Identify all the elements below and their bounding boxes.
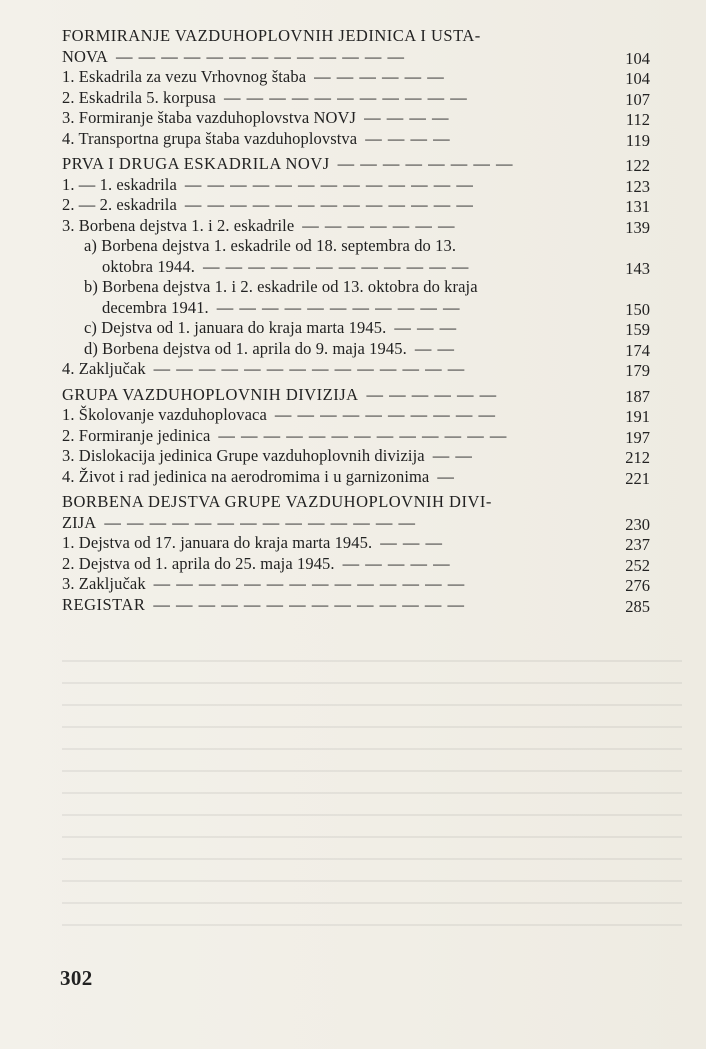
toc-leader: — — — [394,318,458,337]
toc-leader: — — — — — — — — — — — — — — [153,359,466,378]
toc-page-number: 122 [625,156,650,175]
toc-section [62,26,652,149]
toc-entry [62,467,652,488]
toc-leader: — — — — — — — — — — — — [202,256,470,276]
toc-entry [62,129,652,150]
toc-leader: — [437,466,455,486]
toc-entry [62,47,652,68]
toc-entry [62,359,652,380]
toc-page-number: 159 [625,320,650,339]
toc-entry [62,175,652,196]
toc-entry [62,277,652,298]
toc-entry [62,236,652,257]
toc-leader: — — — — — — — — — — — — — — [104,512,416,532]
page-number: 302 [60,966,93,990]
toc-entry [62,67,652,88]
toc-leader: — — — — — — — — — — — [216,297,461,317]
toc-entry-title: 3. Dislokacija jedinica Grupe vazduhoplovnih divizija [62,446,425,465]
toc-entry [62,88,652,109]
toc-leader: — — — [380,533,443,552]
toc-heading [62,26,652,47]
toc-entry-title: 2. — 2. eskadrila [62,195,177,214]
toc-entry [62,318,652,339]
toc-leader: — — — — — — — — — — — — — [218,425,508,445]
toc-leader: — — — — — — — — — — — — — — [153,594,465,614]
toc-page-number: 174 [625,340,650,360]
toc-section [62,154,652,380]
toc-leader: — — — — — — — — — — — [223,87,468,107]
toc-entry-title: 4. Zaključak [62,359,146,378]
toc-entry-title: 2. Eskadrila 5. korpusa [62,87,216,107]
toc-entry [62,298,652,319]
toc-entry-title: 4. Život i rad jedinica na aerodromima i u garnizonima [62,466,430,486]
toc-entry-title: 3. Borbena dejstva 1. i 2. eskadrile [62,215,295,235]
toc-page-number: 104 [625,69,650,88]
toc-heading [62,595,652,616]
toc-page-number: 212 [625,448,650,467]
toc-entry [62,554,652,575]
toc-entry-title: 2. Formiranje jedinica [62,425,211,445]
toc-entry-title: 4. Transportna grupa štaba vazduhoplovstva [62,128,358,148]
toc-heading [62,492,652,513]
toc-entry-title: 1. — 1. eskadrila [62,174,177,194]
toc-page-number: 143 [625,258,650,278]
toc-page-number: 221 [625,468,650,488]
toc-leader: — — [432,446,473,465]
toc-entry-title: 1. Školovanje vazduhoplovaca [62,405,267,424]
toc-section [62,385,652,488]
toc-entry-title: d) Borbena dejstva od 1. aprila do 9. maja 1945. [84,338,407,358]
toc-entry-title: 1. Dejstva od 17. januara do kraja marta 1945. [62,533,373,552]
toc-heading [62,154,652,175]
toc-entry-title: GRUPA VAZDUHOPLOVNIH DIVIZIJA [62,384,359,404]
toc-page-number: 123 [625,176,650,196]
toc-leader: — — [414,338,455,358]
toc-entry-title: c) Dejstva od 1. januara do kraja marta 1945. [84,318,387,337]
toc-leader: — — — — — — — — — — — — — [184,195,474,214]
toc-entry-title: oktobra 1944. [102,256,195,276]
toc-entry [62,257,652,278]
toc-page-number: 237 [625,535,650,554]
toc-page-number: 197 [625,427,650,447]
toc-page-number: 252 [625,555,650,575]
toc-entry [62,446,652,467]
toc-entry [62,405,652,426]
toc-entry [62,533,652,554]
toc-entry-title: BORBENA DEJSTVA GRUPE VAZDUHOPLOVNIH DIVI- [62,492,492,511]
toc-page-number: 112 [625,110,650,129]
toc-page-number: 191 [625,407,650,426]
toc-leader: — — — — — — — — — — [274,405,496,424]
toc-entry-title: 1. Eskadrila za vezu Vrhovnog štaba [62,67,307,86]
toc-entry-title: 3. Zaključak [62,574,146,593]
toc-page-number: 139 [625,217,650,237]
toc-entry-title: FORMIRANJE VAZDUHOPLOVNIH JEDINICA I USTA- [62,26,481,45]
toc-leader: — — — — — — — [302,215,456,235]
toc-heading [62,385,652,406]
toc-page-number: 285 [625,596,650,616]
toc-page-number: 179 [625,361,650,380]
toc-page-number: 230 [625,514,650,534]
toc-section [62,492,652,615]
toc-leader: — — — — [364,108,450,127]
toc-entry [62,513,652,534]
toc-entry [62,339,652,360]
toc-entry-title: a) Borbena dejstva 1. eskadrile od 18. septembra do 13. [84,236,457,255]
toc-entry [62,108,652,129]
toc-page-number: 107 [625,89,650,109]
toc-leader: — — — — — [342,553,451,573]
toc-page-number: 187 [625,386,650,406]
toc-leader: — — — — — — — — — — — — — [115,46,405,66]
toc-page-number: 276 [625,576,650,595]
toc-leader: — — — — — — — — — — — — — [184,174,474,194]
toc-leader: — — — — [365,128,451,148]
toc-entry-title: decembra 1941. [102,297,209,317]
table-of-contents [62,26,652,620]
toc-entry [62,574,652,595]
toc-page-number: 131 [625,197,650,216]
toc-page-number: 119 [625,130,650,150]
toc-entry-title: 3. Formiranje štaba vazduhoplovstva NOVJ [62,108,357,127]
toc-entry [62,195,652,216]
toc-entry-title: NOVA [62,46,108,66]
toc-leader: — — — — — — [366,384,498,404]
toc-leader: — — — — — — — — [337,154,514,173]
toc-entry [62,216,652,237]
toc-entry-title: PRVA I DRUGA ESKADRILA NOVJ [62,154,330,173]
toc-entry-title: REGISTAR [62,594,146,614]
toc-entry [62,426,652,447]
toc-entry-title: ZIJA [62,512,97,532]
toc-page-number: 150 [625,299,650,319]
toc-leader: — — — — — — [314,67,445,86]
show-through-texture [62,660,682,940]
toc-leader: — — — — — — — — — — — — — — [153,574,466,593]
toc-page-number: 104 [625,48,650,68]
toc-entry-title: b) Borbena dejstva 1. i 2. eskadrile od 13. oktobra do kraja [84,277,478,296]
toc-entry-title: 2. Dejstva od 1. aprila do 25. maja 1945. [62,553,335,573]
